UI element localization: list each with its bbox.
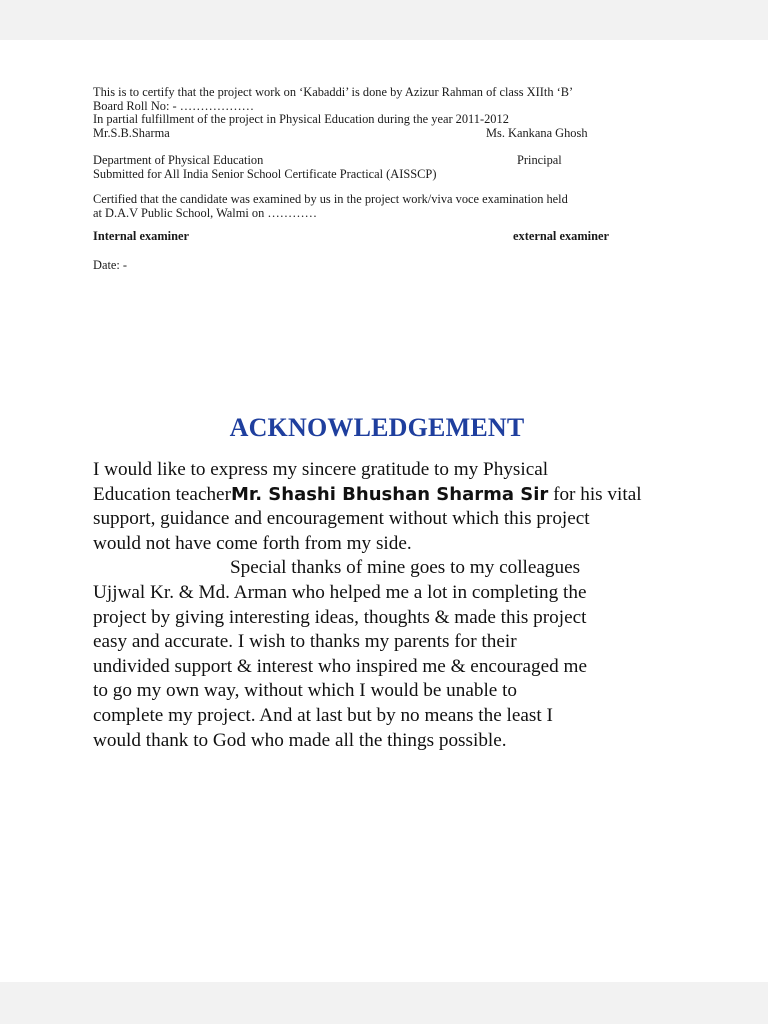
examination-statement-line2: at D.A.V Public School, Walmi on ………… (93, 205, 317, 220)
department-label: Department of Physical Education (93, 153, 264, 167)
ack-paragraph2-line1: Special thanks of mine goes to my colleagues (230, 557, 581, 579)
date-field: Date: - (93, 257, 128, 272)
principal-name: Ms. Kankana Ghosh (486, 125, 588, 140)
board-roll-number: Board Roll No: - ……………… (93, 98, 255, 113)
teacher-name: Mr.S.B.Sharma (93, 125, 170, 140)
ack-paragraph2-line4: easy and accurate. I wish to thanks my parents for their (93, 631, 517, 653)
certificate-statement: This is to certify that the project work on ‘Kabaddi’ is done by Azizur Rahman of class XIIth ‘B’ (93, 85, 574, 99)
ack-paragraph2-line3: project by giving interesting ideas, thoughts & made this project (93, 606, 587, 628)
ack-paragraph2-line5: undivided support & interest who inspired me & encouraged me (93, 655, 587, 677)
ack-paragraph1-line2: Education teacherMr. Shashi Bhushan Sharma Sir for his vital (93, 483, 642, 505)
teacher-full-name: Mr. Shashi Bhushan Sharma Sir (230, 483, 549, 505)
ack-paragraph2-line8: would thank to God who made all the things possible. (93, 729, 507, 751)
ack-paragraph1-line4: would not have come forth from my side. (93, 532, 412, 554)
acknowledgement-heading: ACKNOWLEDGEMENT (229, 413, 525, 442)
ack-paragraph2-line7: complete my project. And at last but by no means the least I (93, 704, 553, 726)
principal-label: Principal (517, 153, 562, 167)
examiners-row (93, 230, 653, 244)
internal-examiner-label: Internal examiner (93, 229, 190, 243)
ack-paragraph1-line1: I would like to express my sincere gratitude to my Physical (93, 459, 549, 480)
ack-paragraph2-line6: to go my own way, without which I would be unable to (93, 680, 518, 702)
examination-statement-line1: Certified that the candidate was examined by us in the project work/viva voce examination held (93, 192, 568, 206)
viewer-bottom-margin (0, 982, 768, 1024)
partial-fulfillment-line: In partial fulfillment of the project in Physical Education during the year 2011-2012 (93, 112, 509, 126)
external-examiner-label: external examiner (513, 229, 609, 243)
viewer-top-margin (0, 0, 768, 40)
ack-paragraph1-line3: support, guidance and encouragement without which this project (93, 508, 590, 530)
certificate-section (93, 86, 653, 272)
ack-paragraph2-line2: Ujjwal Kr. & Md. Arman who helped me a lot in completing the (93, 581, 587, 603)
acknowledgement-body (93, 458, 683, 753)
signatory-names-row (93, 127, 653, 141)
submission-line: Submitted for All India Senior School Certificate Practical (AISSCP) (93, 166, 437, 181)
signatory-titles-row (93, 154, 653, 168)
